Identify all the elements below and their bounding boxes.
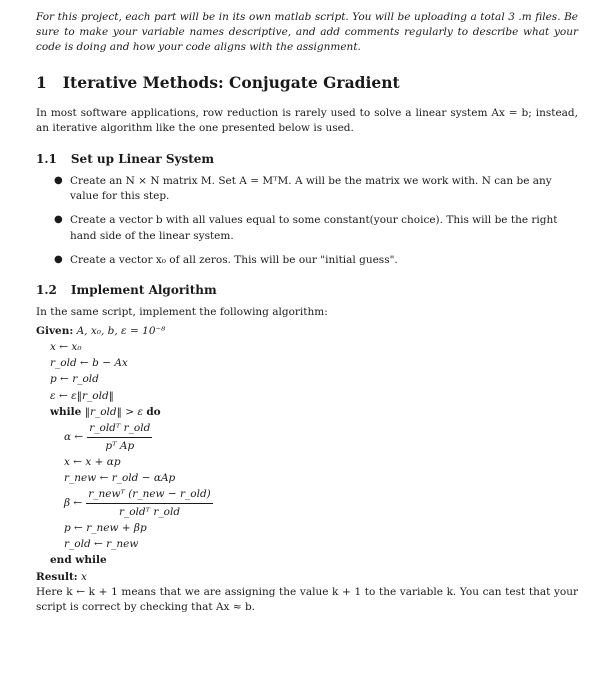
subsection-title-1: Set up Linear System (70, 151, 215, 166)
algorithm-step: ε ← ε‖r_old‖ (50, 389, 114, 402)
algorithm-step: x ← x₀ (50, 340, 82, 353)
subsection-title-2: Implement Algorithm (70, 283, 217, 298)
subsection-number-1: 1.1 (36, 151, 57, 166)
section-number: 1 (36, 72, 47, 92)
section-title: Iterative Methods: Conjugate Gradient (62, 72, 400, 92)
algorithm-intro: In the same script, implement the following algorithm: (36, 306, 328, 319)
bullet-icon: ● (54, 174, 63, 186)
algorithm-alpha: α ← $\frac{\text{r\_oldᵀ r\_old}}{\text{pᵀ Ap}}$ (36, 420, 578, 454)
closing-paragraph: Here k ← k + 1 means that we are assigning the value k + 1 to the variable k. You can test that your script is correct by checking that Ax ≈ b. (36, 585, 578, 614)
bullet-icon: ● (54, 253, 63, 265)
alpha-fraction: $\frac{\text{r\_oldᵀ r\_old}}{\text{pᵀ Ap}}$ (89, 422, 151, 452)
algorithm-block (36, 323, 578, 585)
list-item: ● Create a vector b with all values equal to some constant(your choice). This will be the right hand side of the linear system. (54, 214, 558, 242)
algorithm-step: x ← x + αp (64, 455, 121, 468)
algorithm-result: Result: x (36, 570, 87, 583)
algorithm-step: p ← r_new + βp (64, 521, 147, 534)
subsection-heading-1 (36, 151, 578, 168)
document-page (36, 10, 578, 615)
bullet-icon: ● (54, 214, 63, 226)
list-item: ● Create a vector x₀ of all zeros. This will be our "initial guess". (54, 253, 398, 266)
section-heading (36, 72, 578, 94)
subsection-heading-2 (36, 282, 578, 299)
algorithm-end-while: end while (50, 554, 107, 567)
beta-fraction: $\frac{\text{r\_newᵀ (r\_new − r\_old)}}{\text{r\_oldᵀ r\_old}}$ (88, 488, 211, 518)
algorithm-beta: β ← $\frac{\text{r\_newᵀ (r\_new − r\_old)}}{\text{r\_oldᵀ r\_old}}$ (36, 486, 578, 520)
algorithm-step: r_old ← b − Ax (50, 357, 128, 370)
algorithm-while: while ‖r_old‖ > ε do (50, 405, 161, 418)
list-item: ● Create an N × N matrix M. Set A = MᵀM. A will be the matrix we work with. N can be any value for this step. (54, 174, 552, 203)
intro-text: For this project, each part will be in its own matlab script. You will be uploading a total 3 .m files. Be sure to make your variable names descriptive, and add comments regularly to describe what your code is doing and how your code aligns with the assignment. (36, 11, 578, 54)
subsection-number-2: 1.2 (36, 283, 57, 298)
algorithm-step: r_new ← r_old − αAp (64, 472, 176, 485)
algorithm-step: p ← r_old (50, 373, 99, 386)
bullet-list (36, 174, 578, 268)
algorithm-given: Given: A, x₀, b, ε = 10⁻⁸ (36, 324, 166, 337)
section-paragraph: In most software applications, row reduction is rarely used to solve a linear system Ax = b; instead, an iterative algorithm like the one presented below is used. (36, 107, 578, 135)
algorithm-step: r_old ← r_new (64, 538, 139, 551)
